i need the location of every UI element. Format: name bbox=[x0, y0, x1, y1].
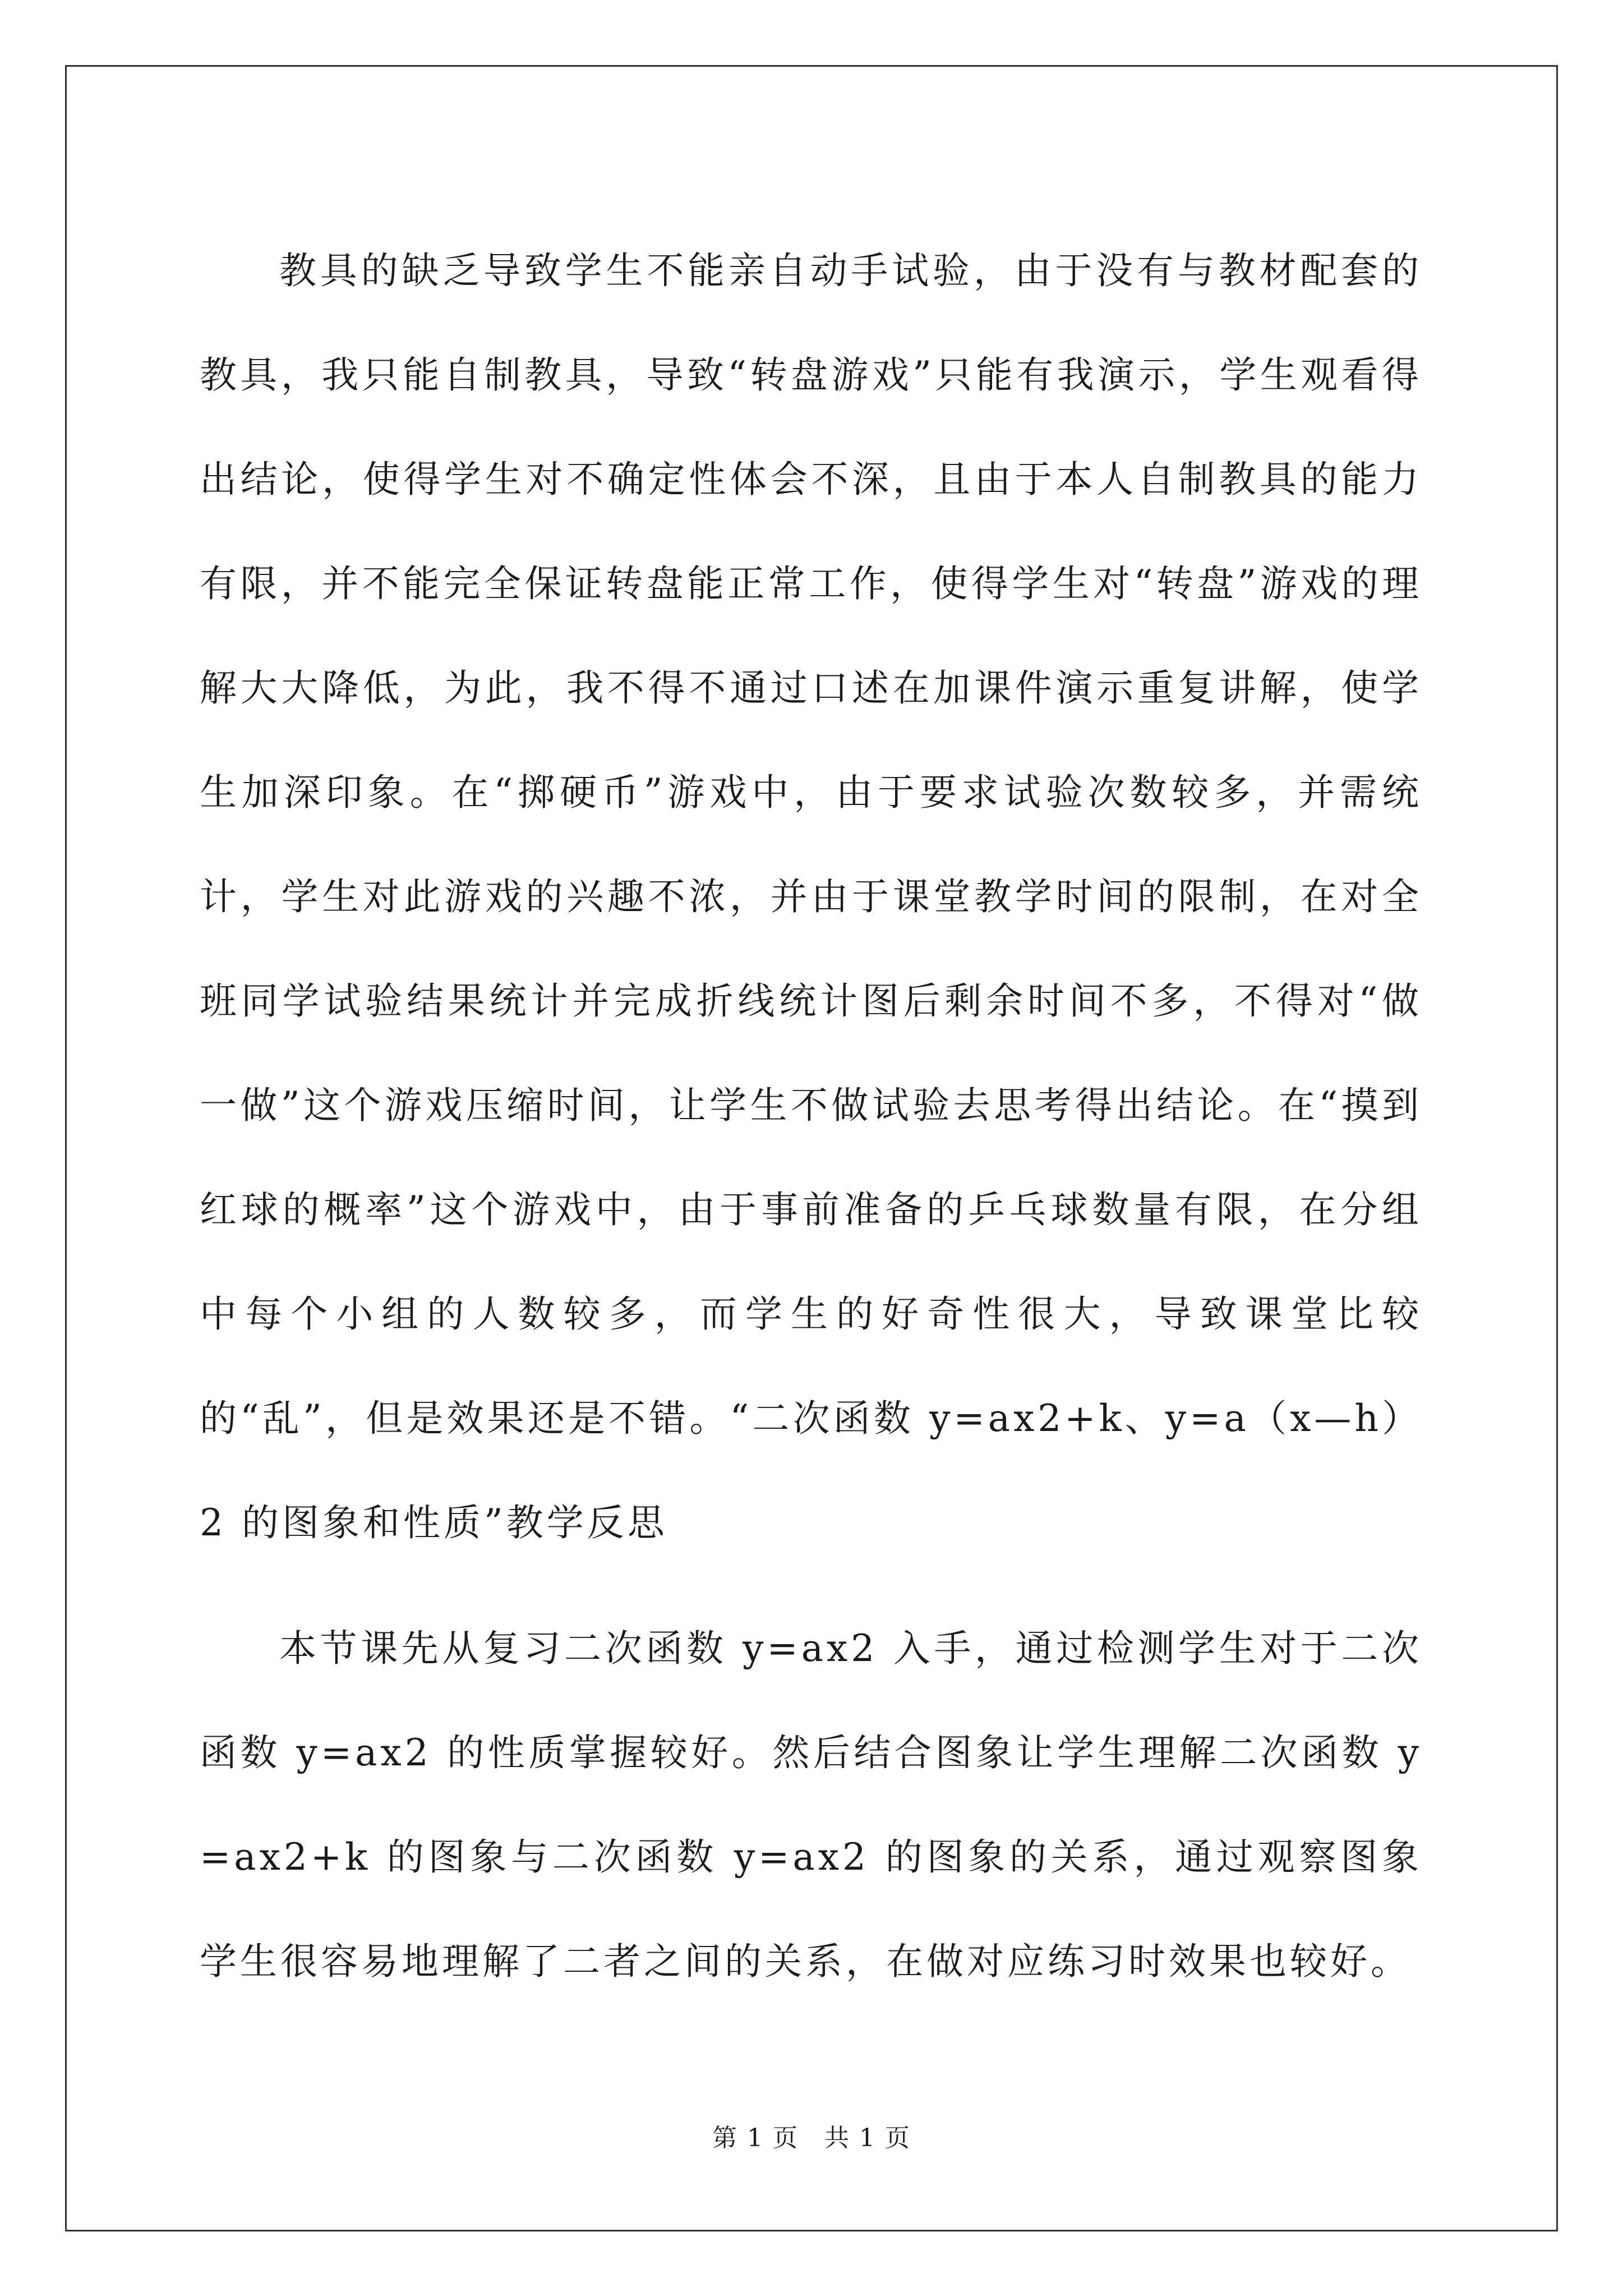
page-number-footer: 第 1 页 共 1 页 bbox=[712, 2124, 911, 2152]
document-body bbox=[200, 219, 1422, 2014]
paragraph-2: 本节课先从复习二次函数 y=ax2 入手，通过检测学生对于二次函数 y=ax2 的性质掌握较好。然后结合图象让学生理解二次函数 y=ax2+k 的图象与二次函数 y=ax2 的图象的关系，通过观察图象学生很容易地理解了二者之间的关系，在做对应练习时效果也较好。 bbox=[200, 1627, 1422, 1983]
paragraph-1: 教具的缺乏导致学生不能亲自动手试验，由于没有与教材配套的教具，我只能自制教具，导致“转盘游戏”只能有我演示，学生观看得出结论，使得学生对不确定性体会不深，且由于本人自制教具的能力有限，并不能完全保证转盘能正常工作，使得学生对“转盘”游戏的理解大大降低，为此，我不得不通过口述在加课件演示重复讲解，使学生加深印象。在“掷硬币”游戏中，由于要求试验次数较多，并需统计，学生对此游戏的兴趣不浓，并由于课堂教学时间的限制，在对全班同学试验结果统计并完成折线统计图后剩余时间不多，不得对“做一做”这个游戏压缩时间，让学生不做试验去思考得出结论。在“摸到红球的概率”这个游戏中，由于事前准备的乒乓球数量有限，在分组中每个小组的人数较多，而学生的好奇性很大，导致课堂比较的“乱”，但是效果还是不错。“二次函数 y=ax2+k、y=a（x—h）2 的图象和性质”教学反思 bbox=[200, 249, 1422, 1544]
